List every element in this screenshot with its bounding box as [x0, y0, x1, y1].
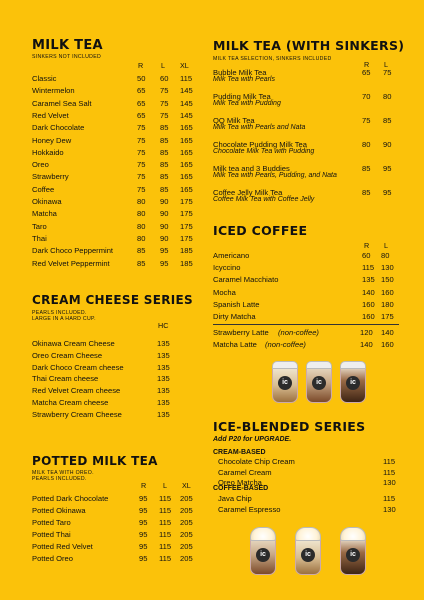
item-name: Americano — [213, 251, 250, 260]
item-name: Pudding Milk Tea — [213, 92, 271, 101]
price-l: 95 — [160, 258, 169, 268]
price-xl: 205 — [180, 494, 193, 503]
price-l: 80 — [381, 251, 390, 260]
price-l: 90 — [383, 140, 392, 149]
price-hc: 135 — [157, 398, 170, 407]
price-xl: 205 — [180, 554, 193, 563]
menu-row — [0, 327, 424, 339]
price-xl: 205 — [180, 506, 193, 515]
ice-blended-title: ICE-BLENDED SERIES — [213, 419, 366, 434]
menu-row — [0, 221, 424, 233]
menu-row — [0, 299, 424, 311]
coffee-based-label: COFFEE-BASED — [213, 485, 269, 492]
col-l: L — [163, 481, 167, 490]
item-name: Potted Okinawa — [32, 506, 86, 515]
menu-row — [0, 170, 424, 182]
price-hc: 135 — [157, 409, 170, 419]
price-xl: 165 — [180, 160, 193, 170]
item-name: Oreo Cream Cheese — [32, 350, 103, 360]
menu-row — [0, 311, 424, 323]
item-description: Milk Tea with Pudding — [213, 100, 281, 107]
price-r: 70 — [362, 92, 371, 101]
price-r: 75 — [362, 116, 371, 125]
col-l: L — [161, 61, 165, 70]
item-name: Strawberry — [32, 172, 69, 182]
drink-photo-caramel: ic — [272, 365, 298, 403]
price-l: 115 — [159, 530, 172, 539]
item-name: Icyccino — [213, 263, 241, 273]
item-name: Coffee Jelly Milk Tea — [213, 188, 283, 197]
price-r: 75 — [137, 160, 146, 170]
price-r: 50 — [137, 74, 146, 83]
col-r: R — [364, 241, 370, 250]
price-l: 180 — [381, 299, 394, 309]
menu-row — [0, 477, 424, 489]
item-name: Red Velvet — [32, 110, 69, 120]
price-r: 80 — [137, 209, 146, 219]
item-name: Dirty Matcha — [213, 312, 256, 321]
price-l: 85 — [383, 116, 392, 125]
item-name: Matcha Latte — [213, 340, 257, 349]
item-name: Dark Chocolate — [32, 123, 85, 133]
item-description: Milk Tea with Pearls — [213, 76, 275, 83]
price-xl: 205 — [180, 542, 193, 551]
drink-photo-mocha: ic — [340, 365, 366, 403]
menu-row — [0, 350, 424, 362]
item-name: Honey Dew — [32, 135, 72, 145]
price: 130 — [383, 504, 396, 514]
item-description: Coffee Milk Tea with Coffee Jelly — [213, 196, 315, 203]
cream-based-label: CREAM-BASED — [213, 449, 266, 456]
price-xl: 205 — [180, 518, 193, 527]
price: 115 — [383, 457, 396, 466]
item-name: Strawberry Cream Cheese — [32, 409, 122, 419]
price-hc: 135 — [157, 350, 170, 360]
price-l: 140 — [381, 328, 394, 337]
price-l: 85 — [160, 123, 169, 133]
price-r: 85 — [362, 164, 371, 173]
col-l: L — [384, 241, 388, 250]
price-xl: 145 — [180, 110, 193, 120]
item-name: Chocolate Chip Cream — [218, 457, 295, 466]
item-name: Caramel Macchiato — [213, 275, 279, 285]
price-l: 85 — [160, 172, 169, 182]
price-l: 115 — [159, 494, 172, 503]
price-l: 80 — [383, 92, 392, 101]
price-l: 160 — [381, 287, 394, 297]
price-l: 115 — [159, 542, 172, 551]
price-r: 95 — [139, 506, 148, 515]
price-xl: 175 — [180, 233, 193, 243]
item-name: Strawberry Latte — [213, 328, 269, 337]
price-r: 75 — [137, 172, 146, 182]
menu-row — [0, 122, 424, 134]
price-r: 135 — [362, 275, 375, 285]
price-l: 85 — [160, 147, 169, 157]
price-xl: 165 — [180, 184, 193, 194]
price-l: 115 — [159, 518, 172, 527]
price-l: 75 — [160, 98, 169, 108]
item-name: Caramel Cream — [218, 467, 272, 477]
price-r: 120 — [360, 328, 373, 337]
col-r: R — [138, 61, 144, 70]
price-l: 75 — [160, 110, 169, 120]
col-hc: HC — [158, 321, 169, 330]
menu-row — [0, 250, 424, 262]
item-name: Wintermelon — [32, 86, 75, 96]
price-l: 75 — [160, 86, 169, 96]
price-xl: 165 — [180, 123, 193, 133]
price-r: 80 — [137, 197, 146, 206]
price-l: 160 — [381, 340, 394, 349]
price-xl: 145 — [180, 86, 193, 96]
sinkers-subtitle: MILK TEA SELECTION, SINKERS INCLUDED — [213, 56, 332, 62]
price-r: 60 — [362, 251, 371, 260]
divider — [213, 324, 399, 325]
price-xl: 165 — [180, 172, 193, 182]
price-r: 85 — [137, 246, 146, 256]
item-name: Milk tea and 3 Buddies — [213, 164, 290, 173]
potted-subtitle: MILK TEA WITH OREO. PEARLS INCLUDED. — [32, 470, 94, 482]
price-l: 85 — [160, 184, 169, 194]
menu-row — [0, 98, 424, 110]
item-name: Java Chip — [218, 494, 252, 503]
item-name: Potted Thai — [32, 530, 71, 539]
non-coffee-note: (non-coffee) — [265, 340, 306, 349]
item-name: Dark Choco Cream cheese — [32, 362, 124, 372]
price-xl: 145 — [180, 98, 193, 108]
item-name: Caramel Sea Salt — [32, 98, 92, 108]
drink-photo-latte: ic — [306, 365, 332, 403]
price-l: 175 — [381, 312, 394, 321]
item-name: Matcha — [32, 209, 57, 219]
price-r: 140 — [362, 287, 375, 297]
drink-photo-caramel-cream: ic — [295, 537, 321, 575]
price-r: 75 — [137, 123, 146, 133]
price-r: 95 — [139, 530, 148, 539]
ice-blended-subtitle: Add P20 for UPGRADE. — [213, 436, 292, 443]
price-r: 75 — [137, 184, 146, 194]
item-name: Thai Cream cheese — [32, 374, 99, 384]
price-r: 65 — [137, 98, 146, 108]
price-l: 95 — [383, 188, 392, 197]
price-l: 90 — [160, 233, 169, 243]
price-xl: 175 — [180, 209, 193, 219]
drink-photo-java-chip: ic — [250, 537, 276, 575]
item-description: Milk Tea with Pearls, Pudding, and Nata — [213, 172, 337, 179]
item-name: Caramel Espresso — [218, 504, 281, 514]
menu-row — [0, 262, 424, 274]
milk-tea-subtitle: SINKERS NOT INCLUDED — [32, 54, 102, 60]
cream-cheese-title: CREAM CHEESE SERIES — [32, 293, 193, 307]
col-l: L — [384, 60, 388, 69]
price-r: 65 — [137, 110, 146, 120]
price-l: 115 — [159, 554, 172, 563]
col-xl: XL — [180, 61, 189, 70]
price-r: 85 — [362, 188, 371, 197]
menu-row — [0, 504, 424, 516]
item-name: Potted Taro — [32, 518, 71, 527]
item-name: Red Velvet Peppermint — [32, 258, 110, 268]
price-l: 90 — [160, 197, 169, 206]
price-xl: 205 — [180, 530, 193, 539]
menu-row — [0, 274, 424, 286]
cream-cheese-subtitle: PEARLS INCLUDED. LARGE IN A HARD CUP. — [32, 310, 96, 322]
price-l: 90 — [160, 221, 169, 231]
price-l: 85 — [160, 160, 169, 170]
price-xl: 165 — [180, 147, 193, 157]
item-name: QQ Milk Tea — [213, 116, 255, 125]
price-r: 115 — [362, 263, 375, 273]
potted-title: POTTED MILK TEA — [32, 454, 158, 468]
menu-row — [0, 74, 424, 86]
item-name: Potted Dark Chocolate — [32, 494, 109, 503]
price-xl: 175 — [180, 221, 193, 231]
menu-row — [0, 208, 424, 220]
price-r: 160 — [362, 312, 375, 321]
price: 115 — [383, 494, 396, 503]
item-name: Oreo Matcha — [218, 478, 262, 487]
item-name: Matcha Cream cheese — [32, 398, 109, 407]
item-name: Bubble Milk Tea — [213, 68, 267, 77]
price-r: 65 — [137, 86, 146, 96]
price-xl: 185 — [180, 258, 193, 268]
non-coffee-note: (non-coffee) — [278, 328, 319, 337]
price-r: 95 — [139, 518, 148, 527]
price-l: 115 — [159, 506, 172, 515]
price-r: 80 — [362, 140, 371, 149]
price-r: 75 — [137, 147, 146, 157]
price-l: 90 — [160, 209, 169, 219]
price-r: 95 — [139, 494, 148, 503]
price-l: 130 — [381, 263, 394, 273]
price-l: 75 — [383, 68, 392, 77]
menu-row — [0, 339, 424, 351]
item-name: Potted Red Velvet — [32, 542, 93, 551]
item-description: Chocolate Milk Tea with Pudding — [213, 148, 315, 155]
price-r: 95 — [139, 542, 148, 551]
drink-photo-chocolate-chip: ic — [340, 537, 366, 575]
col-r: R — [364, 60, 370, 69]
item-name: Red Velvet Cream cheese — [32, 386, 121, 396]
price-r: 75 — [137, 135, 146, 145]
price-l: 60 — [160, 74, 169, 83]
sinkers-title: MILK TEA (WITH SINKERS) — [213, 38, 405, 53]
price-xl: 115 — [180, 74, 193, 83]
item-name: Okinawa Cream Cheese — [32, 339, 115, 348]
price-r: 80 — [137, 221, 146, 231]
item-name: Coffee — [32, 184, 55, 194]
price-xl: 175 — [180, 197, 193, 206]
price-xl: 185 — [180, 246, 193, 256]
price-hc: 135 — [157, 374, 170, 384]
col-xl: XL — [182, 481, 191, 490]
price: 130 — [383, 478, 396, 487]
col-r: R — [141, 481, 147, 490]
menu-row — [0, 287, 424, 299]
price-r: 160 — [362, 299, 375, 309]
menu-row — [0, 146, 424, 158]
menu-row — [0, 194, 424, 206]
price-l: 85 — [160, 135, 169, 145]
item-name: Chocolate Pudding Milk Tea — [213, 140, 307, 149]
item-name: Spanish Latte — [213, 299, 260, 309]
price-r: 80 — [137, 233, 146, 243]
price-hc: 135 — [157, 362, 170, 372]
price-xl: 165 — [180, 135, 193, 145]
price-r: 140 — [360, 340, 373, 349]
price-hc: 135 — [157, 339, 170, 348]
item-name: Potted Oreo — [32, 554, 73, 563]
item-name: Okinawa — [32, 197, 62, 206]
price-l: 95 — [160, 246, 169, 256]
item-name: Thai — [32, 233, 47, 243]
price-l: 95 — [383, 164, 392, 173]
price-r: 65 — [362, 68, 371, 77]
item-name: Mocha — [213, 287, 236, 297]
price-l: 150 — [381, 275, 394, 285]
menu-row — [0, 233, 424, 245]
milk-tea-title: MILK TEA — [32, 38, 103, 53]
price-hc: 135 — [157, 386, 170, 396]
item-name: Classic — [32, 74, 57, 83]
item-description: Milk Tea with Pearls and Nata — [213, 124, 306, 131]
price-r: 85 — [137, 258, 146, 268]
item-name: Taro — [32, 221, 47, 231]
item-name: Hokkaido — [32, 147, 64, 157]
price-r: 95 — [139, 554, 148, 563]
price: 115 — [383, 467, 396, 477]
item-name: Dark Choco Peppermint — [32, 246, 114, 256]
iced-coffee-title: ICED COFFEE — [213, 223, 308, 238]
item-name: Oreo — [32, 160, 49, 170]
